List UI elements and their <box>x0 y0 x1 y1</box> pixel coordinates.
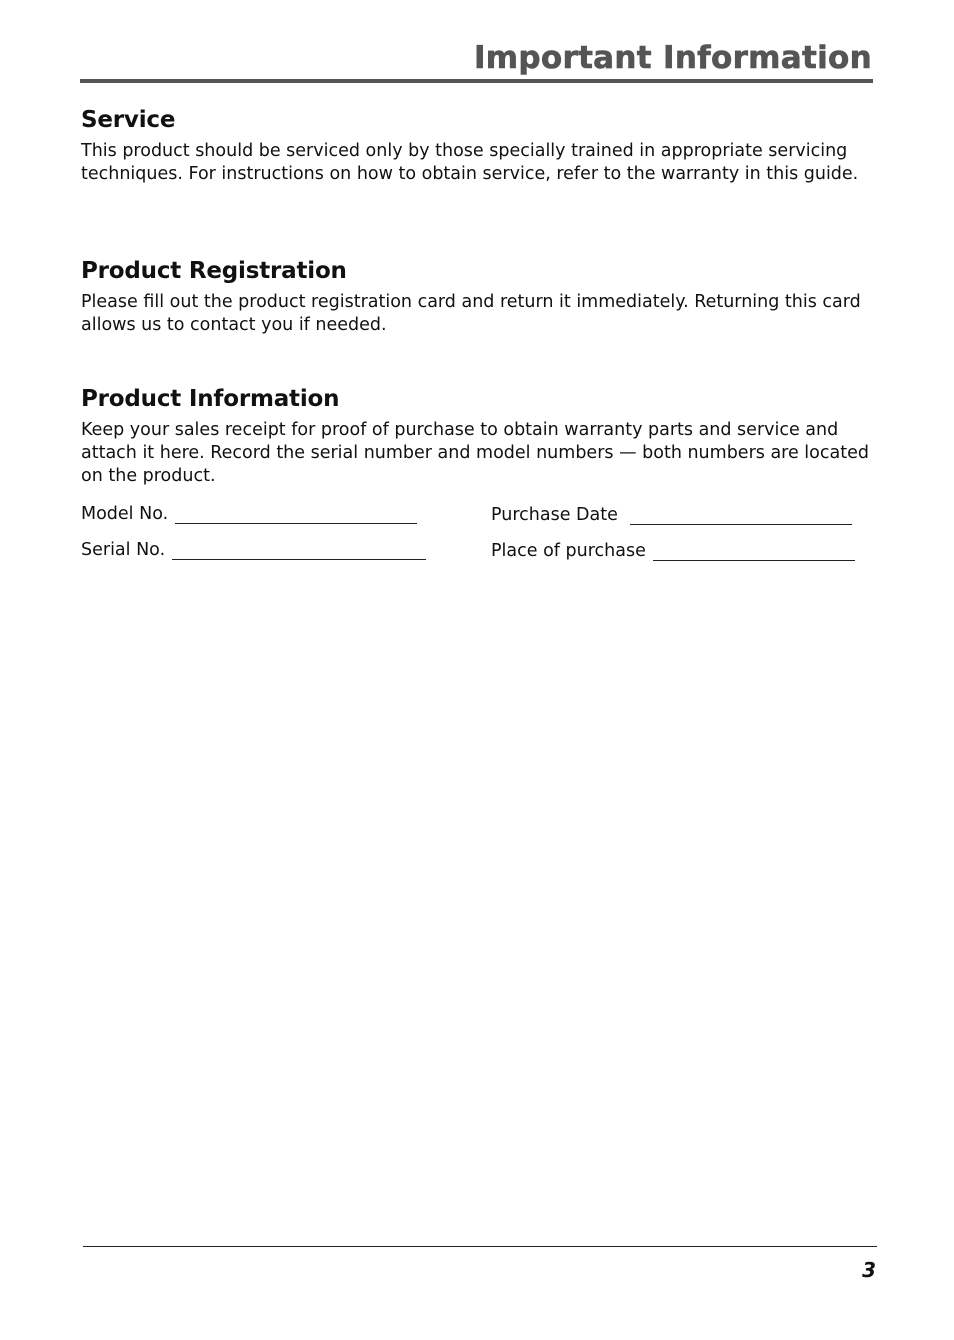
place-of-purchase-field[interactable] <box>491 540 855 563</box>
product-registration-heading: Product Registration <box>81 258 347 284</box>
purchase-date-blank-line[interactable] <box>630 506 852 525</box>
service-section <box>81 106 871 186</box>
product-registration-section <box>81 257 871 337</box>
model-no-label: Model No. <box>81 504 169 524</box>
product-information-heading: Product Information <box>81 386 340 412</box>
header-divider <box>80 79 873 83</box>
model-no-blank-line[interactable] <box>175 505 417 524</box>
serial-no-label: Serial No. <box>81 540 166 560</box>
page-number: 3 <box>862 1258 876 1282</box>
place-of-purchase-blank-line[interactable] <box>653 542 855 561</box>
serial-no-blank-line[interactable] <box>172 541 426 560</box>
serial-no-field[interactable] <box>81 539 426 562</box>
service-body: This product should be serviced only by those specially trained in appropriate servicing techniques. For instructions on how to obtain service, refer to the warranty in this guide. <box>81 141 859 184</box>
product-information-section <box>81 385 871 488</box>
purchase-date-field[interactable] <box>491 504 852 527</box>
page-title: Important Information <box>473 40 872 76</box>
footer-divider <box>83 1246 877 1247</box>
place-of-purchase-label: Place of purchase <box>491 541 646 561</box>
service-heading: Service <box>81 107 176 133</box>
purchase-date-label: Purchase Date <box>491 505 618 525</box>
product-information-body: Keep your sales receipt for proof of purchase to obtain warranty parts and service and attach it here. Record the serial number and model numbers — both numbers are located on the product. <box>81 420 869 486</box>
product-registration-body: Please fill out the product registration card and return it immediately. Returning this card allows us to contact you if needed. <box>81 292 861 335</box>
model-no-field[interactable] <box>81 503 417 526</box>
